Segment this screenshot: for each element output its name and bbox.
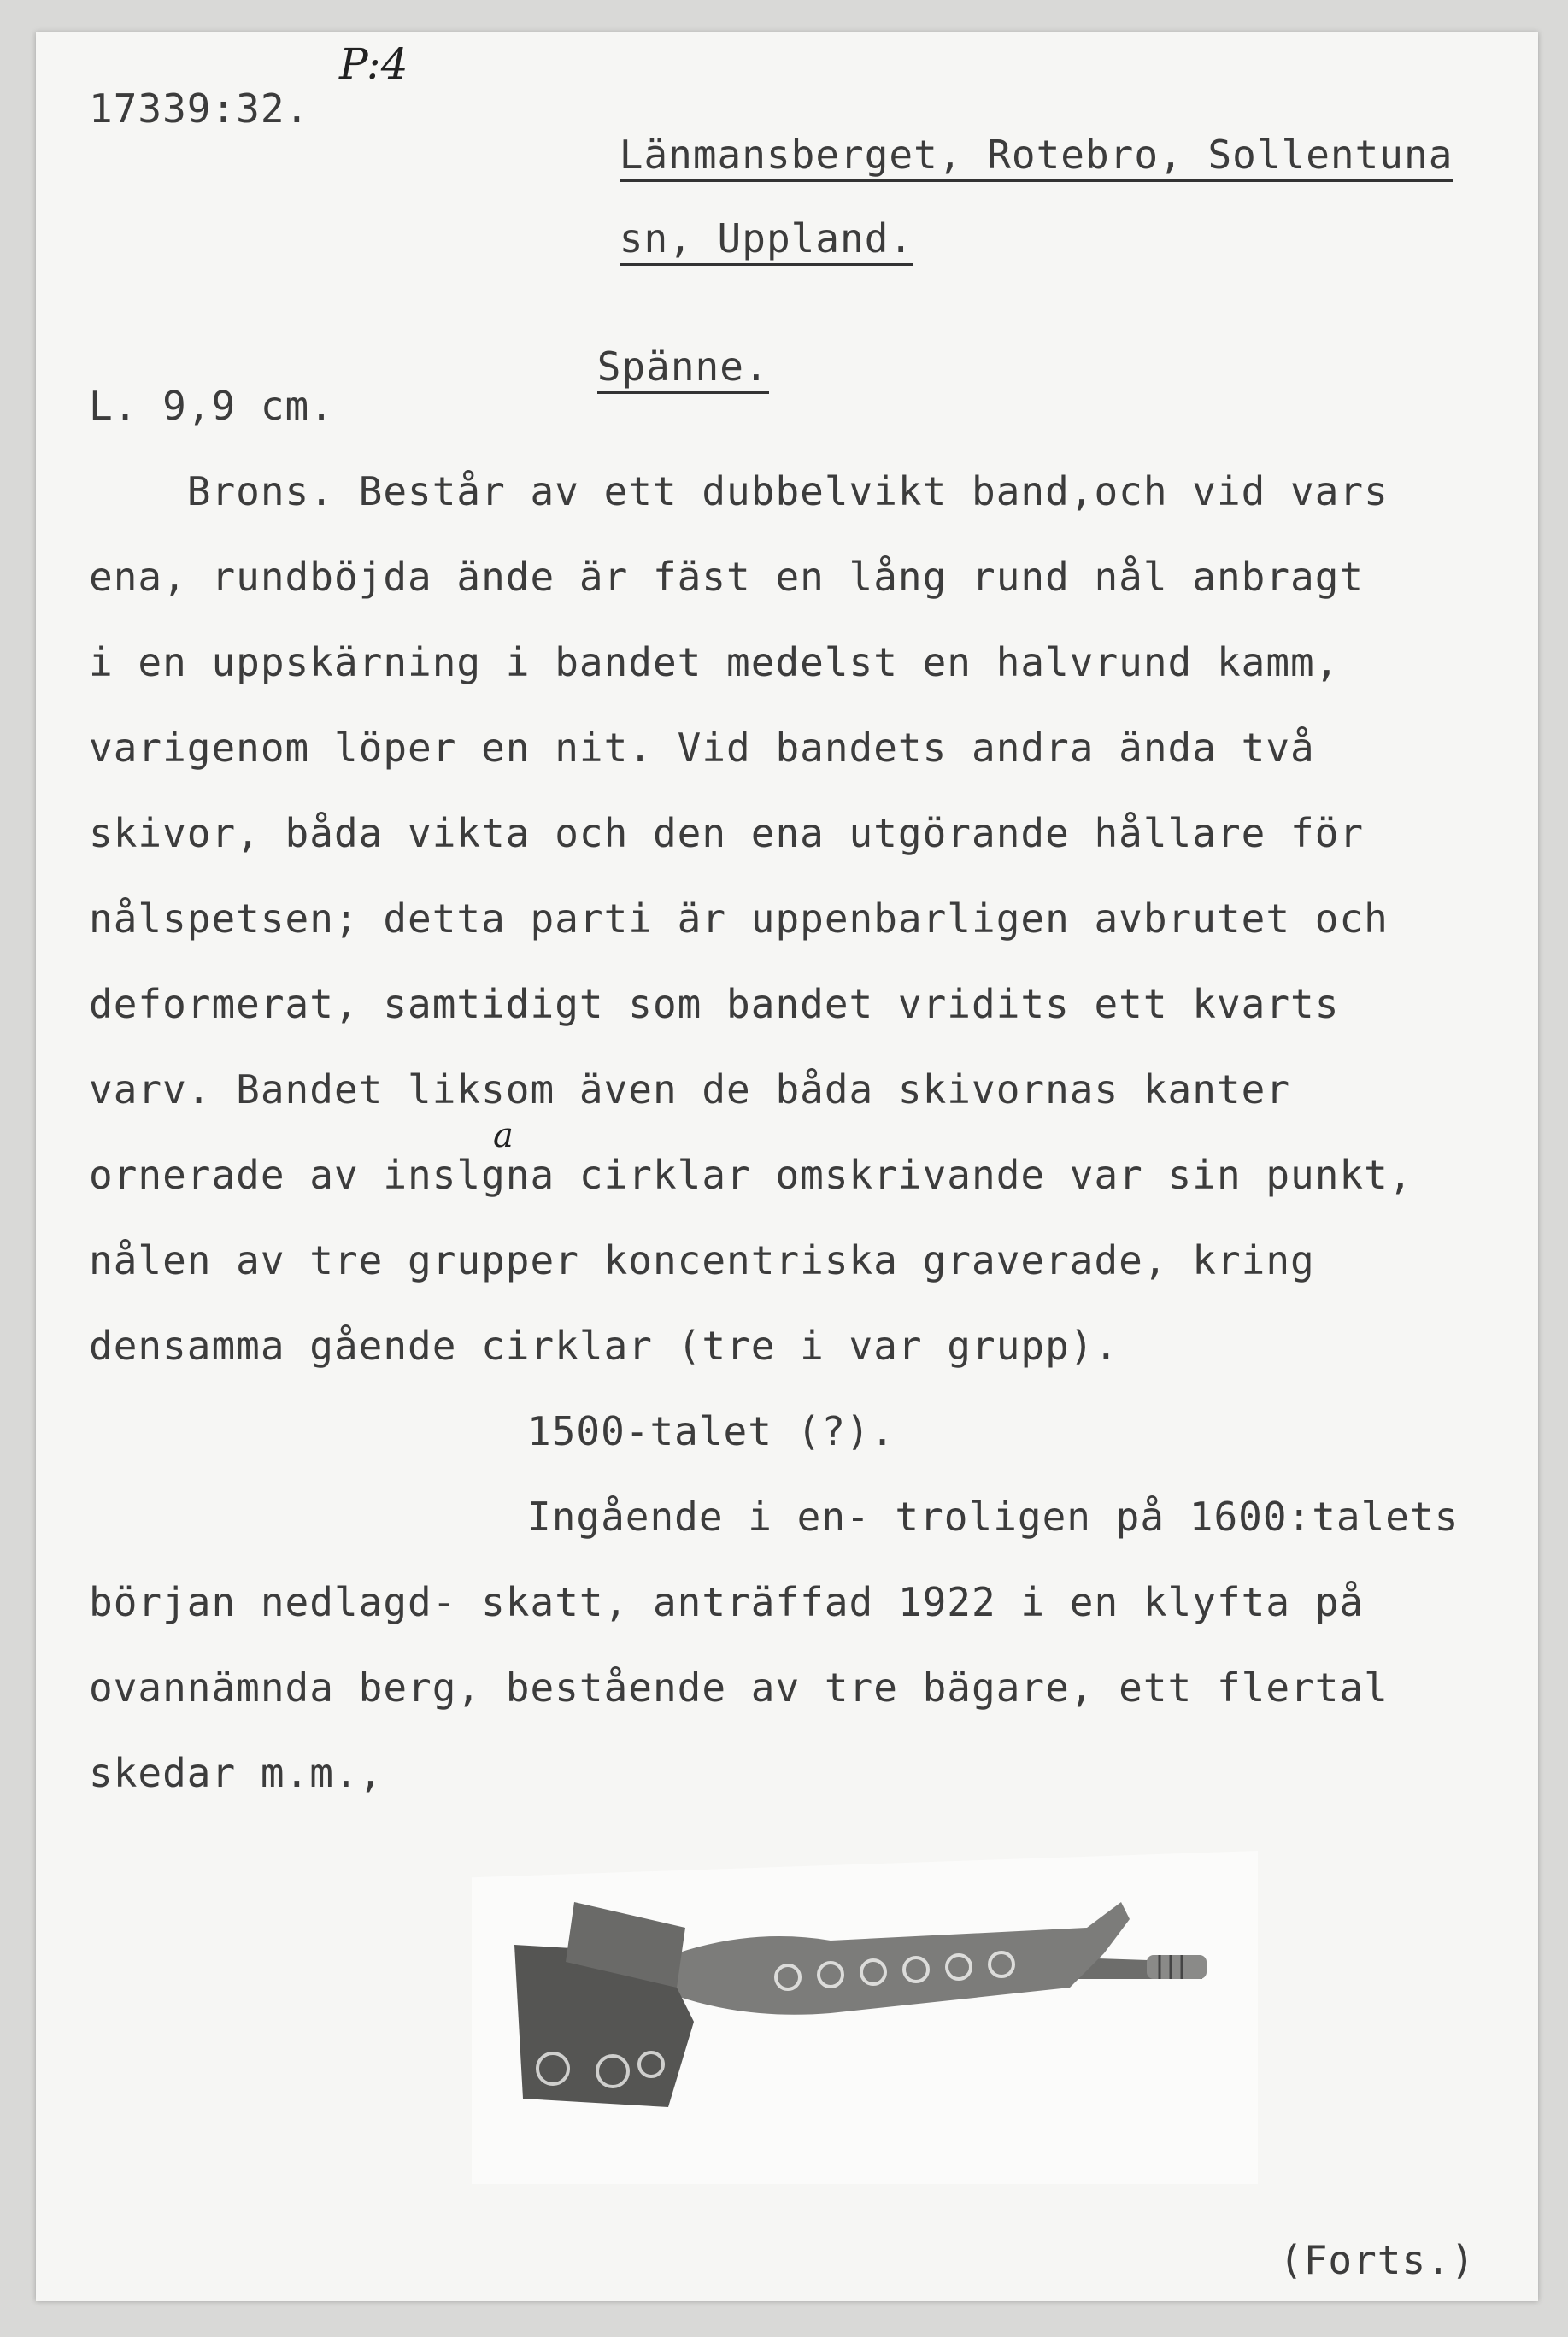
description-line: nålspetsen; detta parti är uppenbarligen avbrutet och	[89, 895, 1389, 942]
description-line: Brons. Består av ett dubbelvikt band,och vid vars	[89, 468, 1389, 514]
description-line: varv. Bandet liksom även de båda skivornas kanter	[89, 1066, 1291, 1113]
location-line-2-text: sn, Uppland.	[620, 215, 913, 266]
context-line: skedar m.m.,	[89, 1750, 384, 1796]
context-line: ovannämnda berg, bestående av tre bägare, ett flertal	[89, 1665, 1389, 1711]
description-line: varigenom löper en nit. Vid bandets andra ända två	[89, 725, 1315, 771]
description-line: nålen av tre grupper koncentriska graverade, kring	[89, 1237, 1315, 1283]
description-line: i en uppskärning i bandet medelst en halvrund kamm,	[89, 639, 1340, 685]
brooch-image	[472, 1851, 1258, 2184]
description-line: ornerade av inslgna cirklar omskrivande var sin punkt,	[89, 1152, 1413, 1198]
continued-note: (Forts.)	[1279, 2237, 1476, 2283]
description-line: densamma gående cirklar (tre i var grupp).	[89, 1323, 1119, 1369]
dating: 1500-talet (?).	[527, 1408, 896, 1454]
description-line: skivor, båda vikta och den ena utgörande hållare för	[89, 810, 1365, 856]
description-line: ena, rundböjda ände är fäst en lång rund nål anbragt	[89, 554, 1365, 600]
insertion-mark: a	[493, 1116, 514, 1155]
catalog-card	[36, 32, 1538, 2301]
object-length: L. 9,9 cm.	[89, 383, 334, 429]
context-line: början nedlagd- skatt, anträffad 1922 i en klyfta på	[89, 1579, 1365, 1625]
catalog-number: 17339:32.	[89, 85, 310, 132]
location-line-2	[521, 169, 913, 308]
context-line: Ingående i en- troligen på 1600:talets	[527, 1494, 1459, 1540]
brooch-photograph	[472, 1851, 1258, 2184]
location-line-1-text: Länmansberget, Rotebro, Sollentuna	[620, 132, 1453, 182]
description-line: deformerat, samtidigt som bandet vridits ett kvarts	[89, 981, 1340, 1027]
object-title-text: Spänne.	[597, 344, 769, 394]
object-title	[499, 297, 769, 436]
handwritten-mark: P:4	[339, 39, 408, 89]
